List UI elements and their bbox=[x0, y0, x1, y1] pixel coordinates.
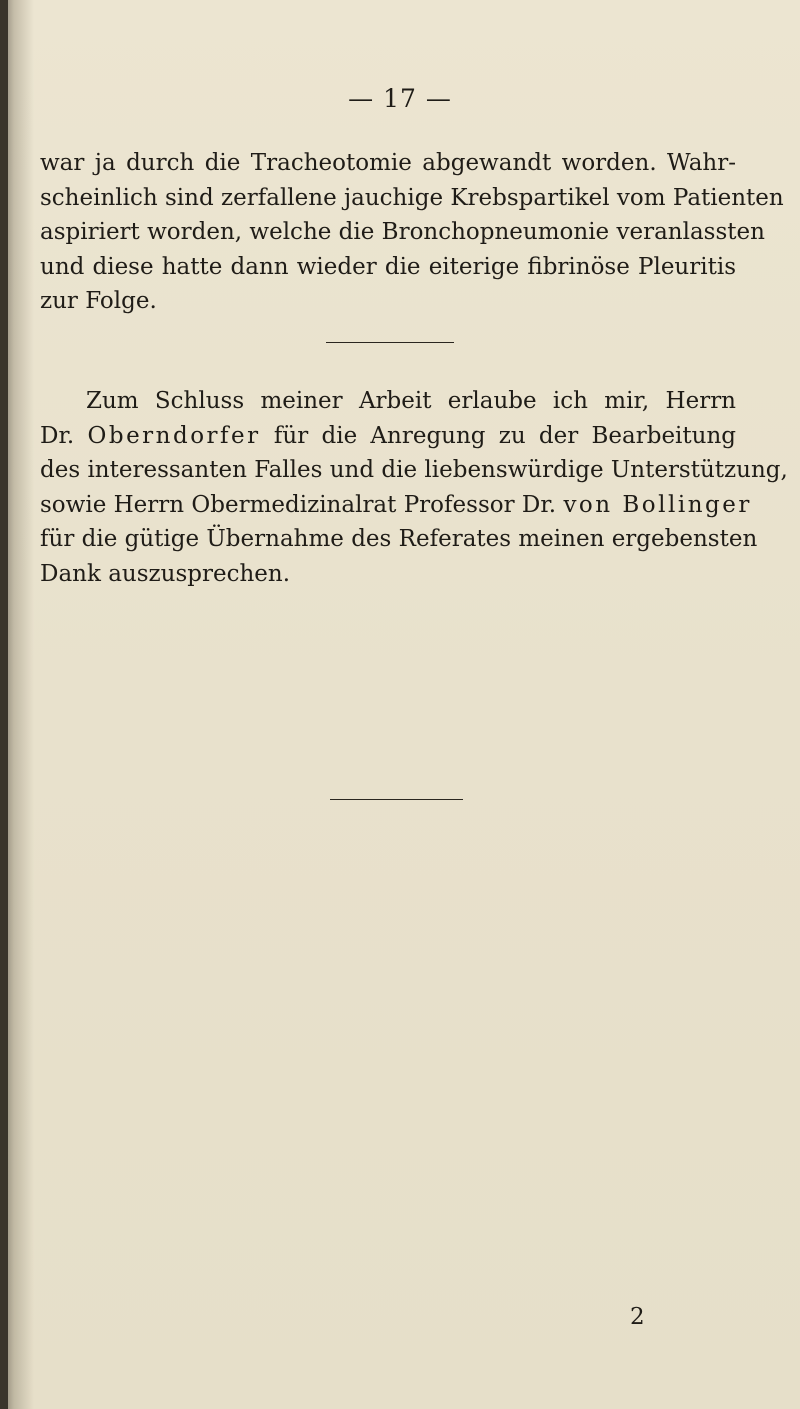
binding-edge bbox=[0, 0, 8, 1409]
text-line: für die gütige Übernahme des Referates meinen ergebensten bbox=[40, 526, 758, 552]
sheet-signature: 2 bbox=[630, 1304, 645, 1330]
person-name-bollinger: von Bollinger bbox=[563, 491, 752, 518]
text-line: des interessanten Falles und die liebenswürdige Unterstützung, bbox=[40, 457, 788, 483]
text-line: Zum Schluss meiner Arbeit erlaube ich mir, Herrn bbox=[86, 388, 736, 414]
end-divider bbox=[330, 799, 463, 800]
person-name-oberndorfer: Oberndorfer bbox=[87, 422, 261, 449]
text-line: Dank auszusprechen. bbox=[40, 560, 291, 587]
paragraph-acknowledgement bbox=[40, 384, 788, 591]
text-line bbox=[40, 488, 752, 523]
text-line: war ja durch die Tracheotomie abgewandt worden. Wahr- bbox=[40, 150, 736, 176]
text-segment: sowie Herrn Obermedizinalrat Professor Dr. bbox=[40, 491, 557, 518]
text-segment: für die Anregung zu der Bearbeitung bbox=[273, 422, 737, 449]
text-line: zur Folge. bbox=[40, 288, 157, 314]
page-number: — 17 — bbox=[348, 84, 452, 113]
text-segment: Dr. bbox=[40, 422, 75, 449]
paragraph-conclusion bbox=[40, 146, 784, 319]
text-line: aspiriert worden, welche die Bronchopneumonie veranlassten bbox=[40, 219, 765, 245]
text-line bbox=[40, 419, 736, 454]
text-line: und diese hatte dann wieder die eiterige fibrinöse Pleuritis bbox=[40, 253, 736, 280]
section-divider bbox=[326, 342, 454, 343]
text-line: scheinlich sind zerfallene jauchige Krebspartikel vom Patienten bbox=[40, 184, 784, 211]
